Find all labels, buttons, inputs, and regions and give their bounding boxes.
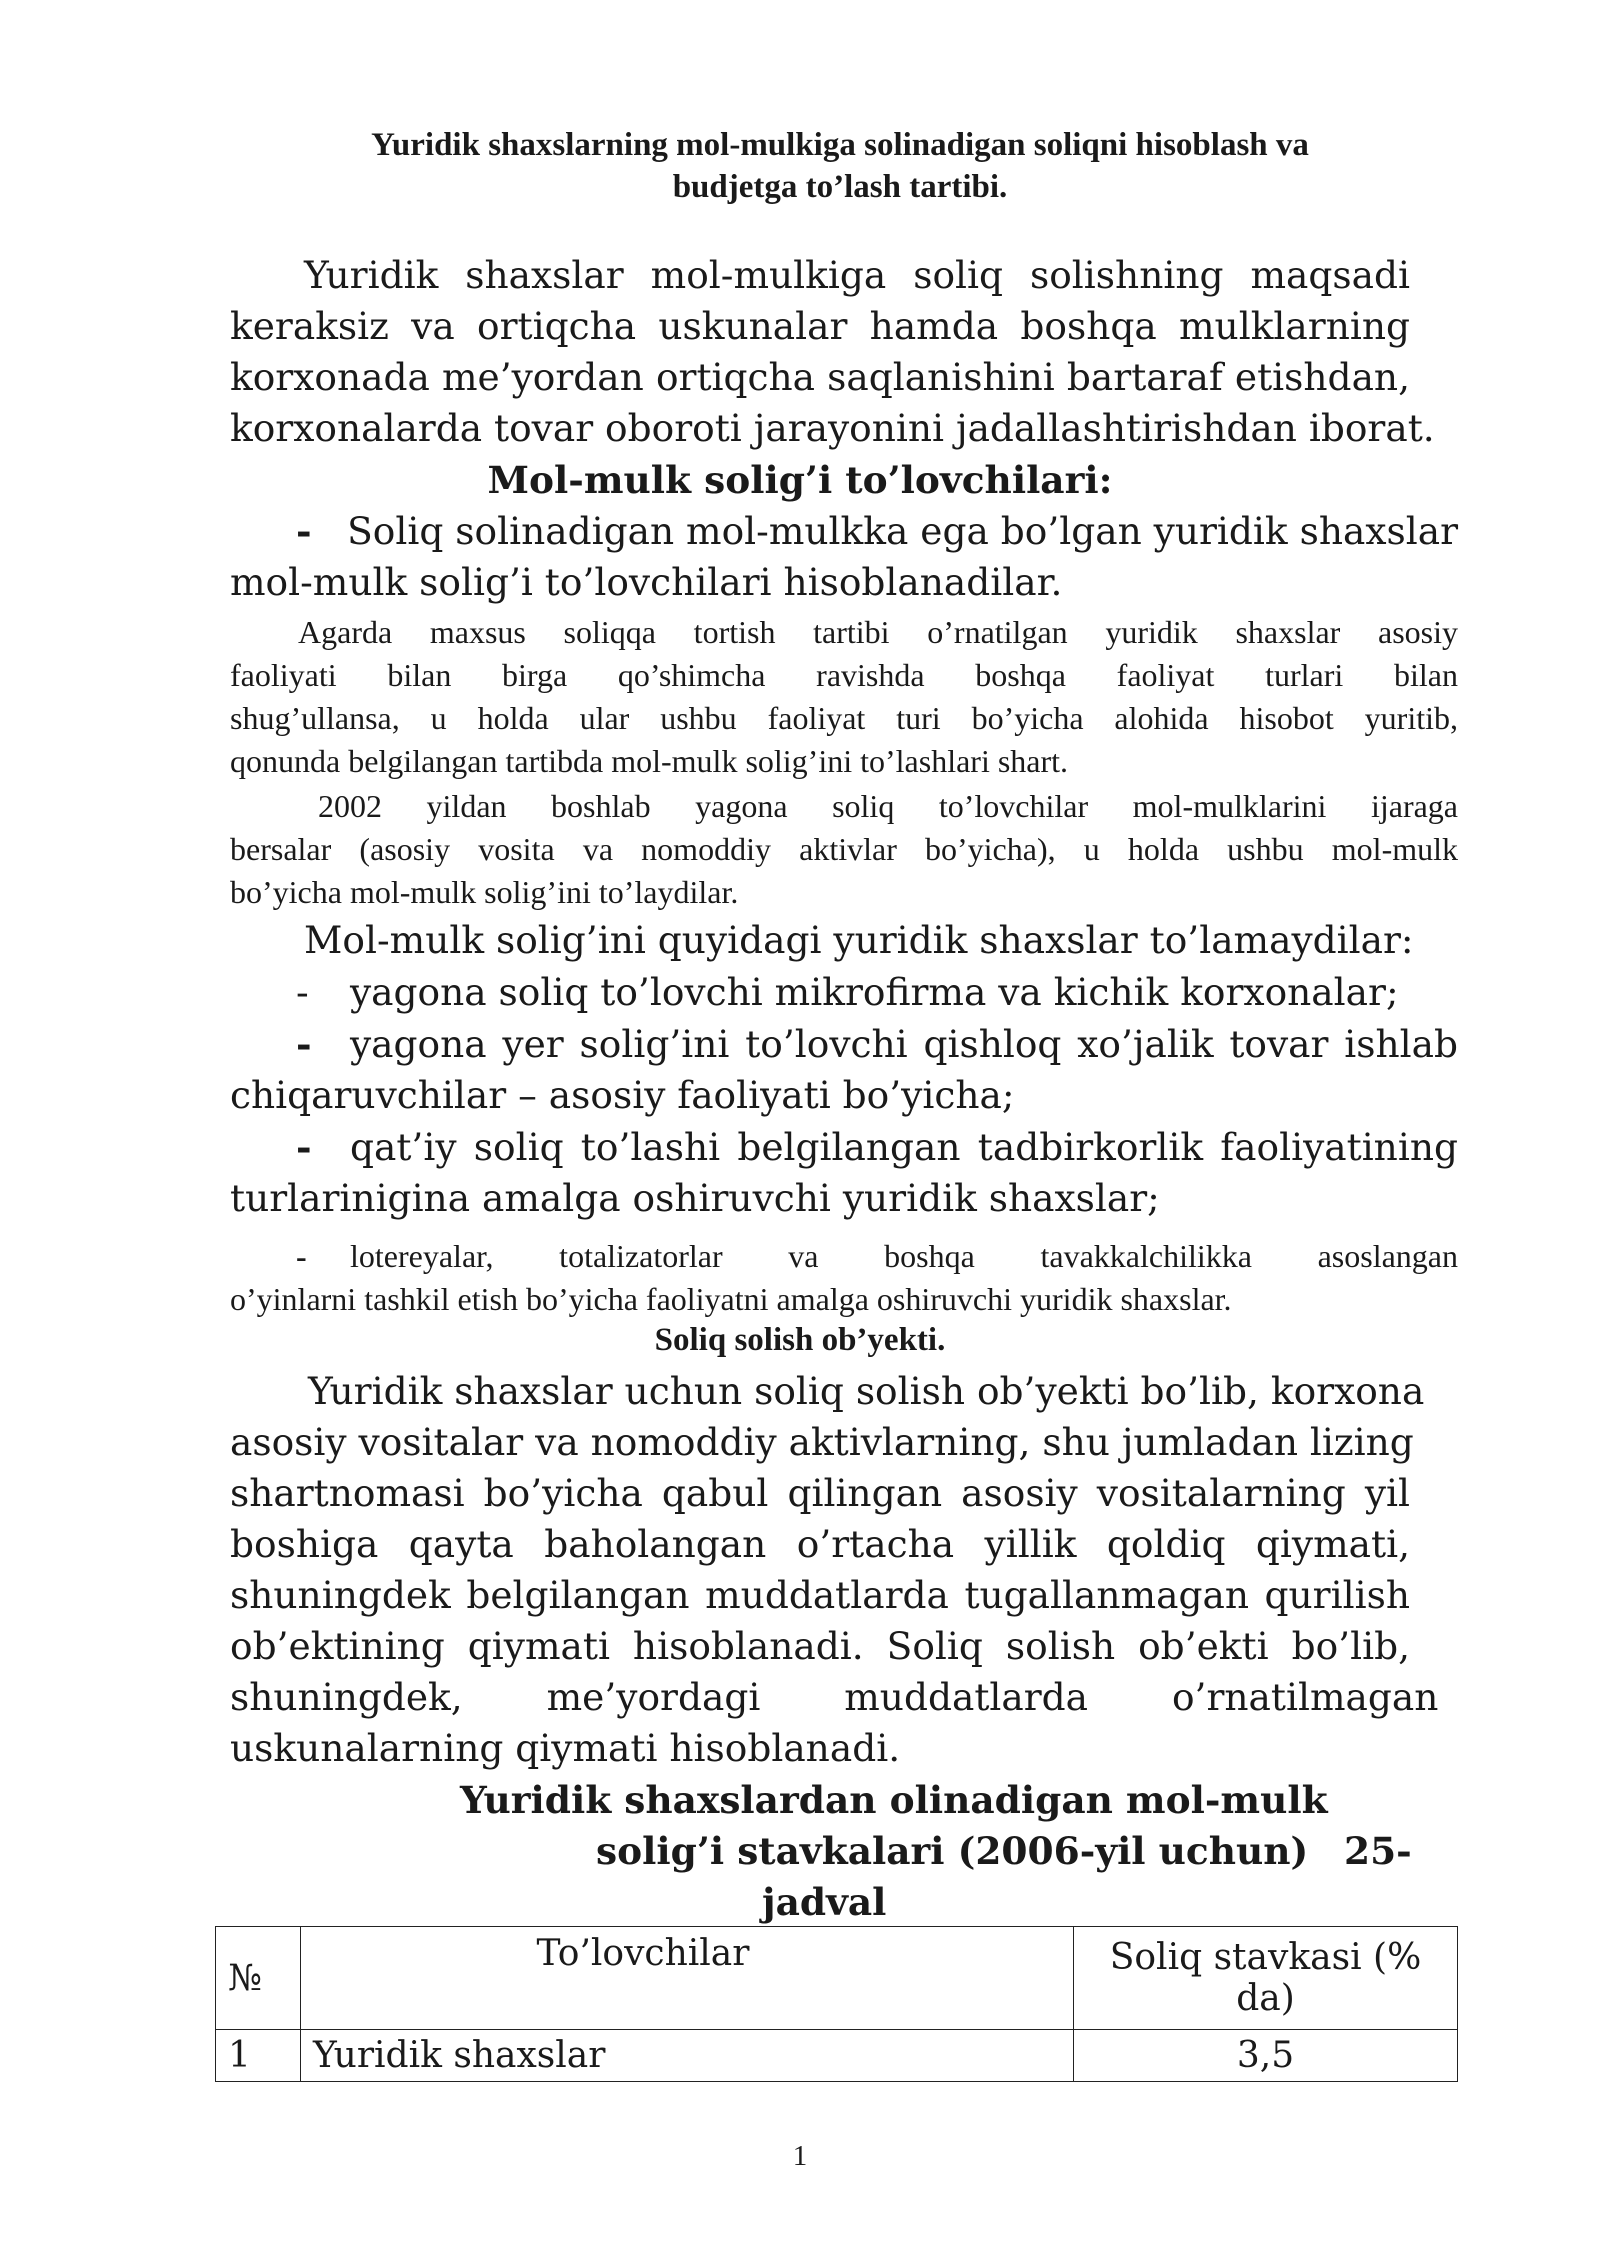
object-heading: Soliq solish ob’yekti. (654, 1322, 946, 1358)
paragraph-3-line: bersalar (asosiy vosita va nomoddiy aktivlar bo’yicha), u holda ushbu mol-mulk (230, 831, 1458, 867)
exempt-item-line: chiqaruvchilar – asosiy faoliyati bo’yicha; (230, 1073, 1015, 1117)
paragraph-4-line: shuningdek belgilangan muddatlarda tugallanmagan qurilish (230, 1573, 1410, 1617)
document-title (230, 124, 1450, 208)
paragraph-4-line: shuningdek, me’yordagi muddatlarda o’rnatilmagan (230, 1675, 1439, 1719)
exempt-item (296, 966, 1399, 1018)
paragraph-1-line: Yuridik shaxslar mol-mulkiga soliq solishning maqsadi (304, 253, 1410, 297)
exempt-item-line: turlarinigina amalga oshiruvchi yuridik shaxslar; (230, 1176, 1160, 1220)
bullet-dash: - (296, 1238, 307, 1274)
paragraph-1-line: korxonalarda tovar oboroti jarayonini jadallashtirishdan iborat. (230, 406, 1435, 450)
header-cell-payers: To’lovchilar (301, 1927, 1074, 2030)
title-line: Yuridik shaxslarning mol-mulkiga solinadigan soliqni hisoblash va (371, 127, 1309, 163)
paragraph-2-line: faoliyati bilan birga qo’shimcha ravishda boshqa faoliyat turlari bilan (230, 657, 1458, 693)
rates-table (215, 1926, 1458, 2082)
exempt-item (296, 1121, 1458, 1173)
paragraph-4-line: asosiy vositalar va nomoddiy aktivlarning, shu jumladan lizing (230, 1420, 1414, 1464)
table-number: 25- (1344, 1829, 1412, 1873)
paragraph-4-line: ob’ektining qiymati hisoblanadi. Soliq solish ob’ekti bo’lib, (230, 1624, 1410, 1668)
paragraph-2-line: qonunda belgilangan tartibda mol-mulk solig’ini to’lashlari shart. (230, 743, 1069, 779)
page-number: 1 (792, 2140, 808, 2172)
table-header-row (216, 1927, 1458, 2030)
header-cell-rate: Soliq stavkasi (% da) (1074, 1927, 1458, 2030)
paragraph-4-line: shartnomasi bo’yicha qabul qilingan asosiy vositalarning yil (230, 1471, 1410, 1515)
table-title-line: Yuridik shaxslardan olinadigan mol-mulk (460, 1778, 1328, 1822)
table-row (216, 2030, 1458, 2082)
exempt-item-line: yagona soliq to’lovchi mikrofirma va kichik korxonalar; (350, 970, 1399, 1014)
exempt-item-line: yagona yer solig’ini to’lovchi qishloq xo’jalik tovar ishlab (350, 1022, 1458, 1066)
paragraph-3-line: 2002 yildan boshlab yagona soliq to’lovchilar mol-mulklarini ijaraga (318, 788, 1458, 824)
paragraph-4-line: Yuridik shaxslar uchun soliq solish ob’yekti bo’lib, korxona (308, 1369, 1425, 1413)
table-cell: Yuridik shaxslar (301, 2030, 1074, 2082)
paragraph-4-line: boshiga qayta baholangan o’rtacha yillik qoldiq qiymati, (230, 1522, 1410, 1566)
table-cell: 3,5 (1074, 2030, 1458, 2082)
payers-heading: Mol-mulk solig’i to’lovchilari: (487, 458, 1113, 502)
paragraph-4-line: uskunalarning qiymati hisoblanadi. (230, 1726, 901, 1770)
bullet-dash: - (296, 1125, 312, 1169)
title-line: budjetga to’lash tartibi. (672, 169, 1008, 205)
table-title-line: jadval (762, 1880, 887, 1924)
exempt-intro: Mol-mulk solig’ini quyidagi yuridik shaxslar to’lamaydilar: (304, 918, 1414, 962)
table-title-line: solig’i stavkalari (2006-yil uchun) (596, 1829, 1309, 1873)
exempt-item (296, 1236, 1458, 1276)
exempt-item-line: o’yinlarni tashkil etish bo’yicha faoliyatni amalga oshiruvchi yuridik shaxslar. (230, 1281, 1232, 1317)
paragraph-3-line: bo’yicha mol-mulk solig’ini to’laydilar. (230, 874, 739, 910)
table-cell: 1 (216, 2030, 301, 2082)
bullet-dash: - (296, 1022, 312, 1066)
exempt-item-line: qat’iy soliq to’lashi belgilangan tadbirkorlik faoliyatining (350, 1125, 1458, 1169)
paragraph-1-line: keraksiz va ortiqcha uskunalar hamda boshqa mulklarning (230, 304, 1410, 348)
payers-bullet (296, 505, 1458, 557)
bullet-dash: - (296, 509, 312, 553)
paragraph-2-line: Agarda maxsus soliqqa tortish tartibi o’rnatilgan yuridik shaxslar asosiy (298, 614, 1458, 650)
paragraph-2-line: shug’ullansa, u holda ular ushbu faoliyat turi bo’yicha alohida hisobot yuritib, (230, 700, 1458, 736)
paragraph-1-line: korxonada me’yordan ortiqcha saqlanishini bartaraf etishdan, (230, 355, 1410, 399)
exempt-item (296, 1018, 1458, 1070)
payers-text-line: mol-mulk solig’i to’lovchilari hisoblanadilar. (230, 560, 1063, 604)
bullet-dash: - (296, 970, 309, 1014)
exempt-item-line: lotereyalar, totalizatorlar va boshqa tavakkalchilikka asoslangan (350, 1238, 1458, 1274)
header-cell-number: № (216, 1927, 301, 2030)
payers-text-line: Soliq solinadigan mol-mulkka ega bo’lgan yuridik shaxslar (347, 509, 1458, 553)
